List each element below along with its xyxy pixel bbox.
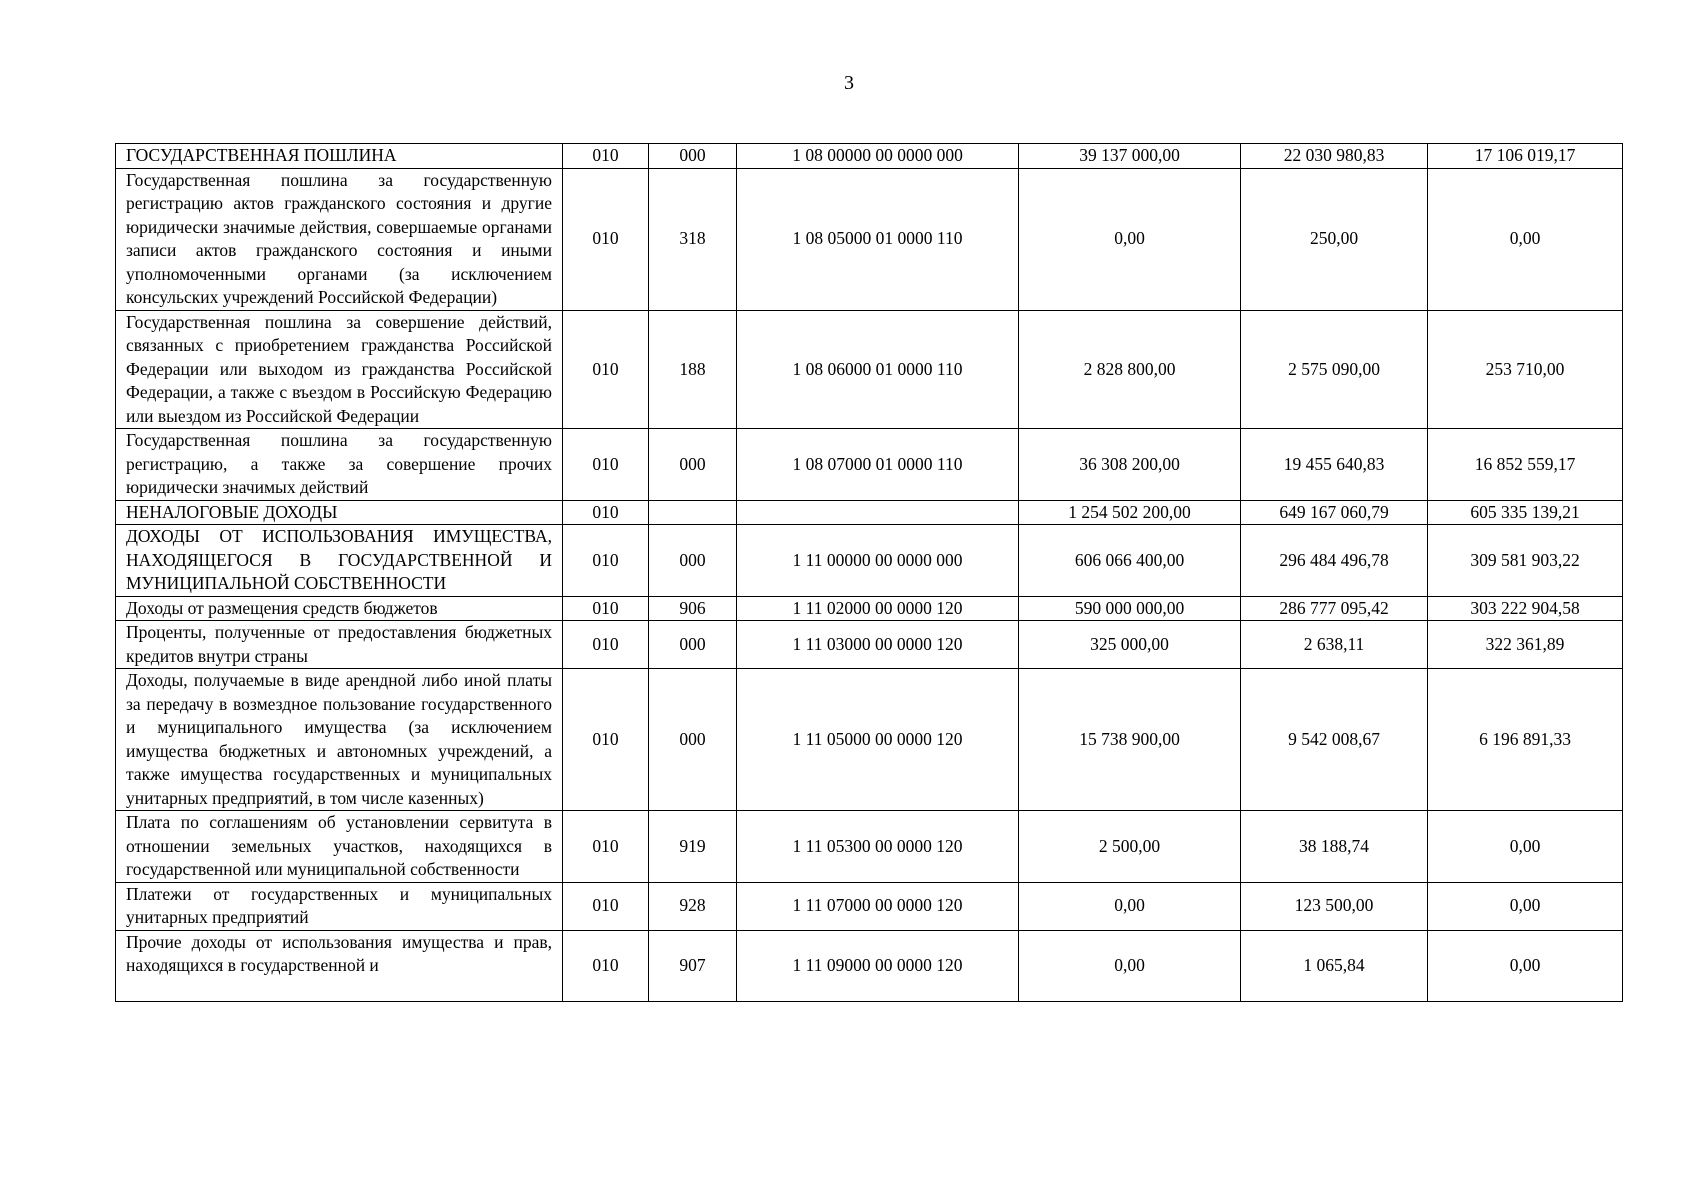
row-budget-code: 1 11 03000 00 0000 120 — [737, 621, 1019, 669]
row-name: Государственная пошлина за совершение действий, связанных с приобретением гражданства Российской Федерации или выходом из гражданства Российской Федерации, а также с въездом в Российскую Федерацию или выездом из Российской Федерации — [116, 310, 563, 429]
row-value-1: 0,00 — [1019, 930, 1241, 1001]
row-code-2: 919 — [649, 811, 737, 883]
row-value-3: 16 852 559,17 — [1428, 429, 1623, 501]
row-code-1: 010 — [563, 144, 649, 169]
row-code-2: 906 — [649, 596, 737, 621]
row-budget-code: 1 11 02000 00 0000 120 — [737, 596, 1019, 621]
row-name: Платежи от государственных и муниципальных унитарных предприятий — [116, 882, 563, 930]
row-code-2: 318 — [649, 168, 737, 310]
row-value-3: 0,00 — [1428, 930, 1623, 1001]
table-row — [116, 429, 1623, 501]
row-name: Государственная пошлина за государственную регистрацию, а также за совершение прочих юридически значимых действий — [116, 429, 563, 501]
row-value-1: 606 066 400,00 — [1019, 525, 1241, 597]
row-value-3: 0,00 — [1428, 168, 1623, 310]
row-code-2: 000 — [649, 144, 737, 169]
row-value-3: 303 222 904,58 — [1428, 596, 1623, 621]
row-code-1: 010 — [563, 811, 649, 883]
row-budget-code: 1 08 05000 01 0000 110 — [737, 168, 1019, 310]
table-row — [116, 525, 1623, 597]
row-value-1: 2 828 800,00 — [1019, 310, 1241, 429]
row-name: ДОХОДЫ ОТ ИСПОЛЬЗОВАНИЯ ИМУЩЕСТВА, НАХОДЯЩЕГОСЯ В ГОСУДАРСТВЕННОЙ И МУНИЦИПАЛЬНОЙ СОБСТВЕННОСТИ — [116, 525, 563, 597]
row-name: Прочие доходы от использования имущества и прав, находящихся в государственной и — [116, 930, 563, 1001]
row-value-1: 2 500,00 — [1019, 811, 1241, 883]
row-code-2: 907 — [649, 930, 737, 1001]
row-budget-code: 1 11 00000 00 0000 000 — [737, 525, 1019, 597]
row-code-1: 010 — [563, 500, 649, 525]
row-budget-code: 1 08 07000 01 0000 110 — [737, 429, 1019, 501]
row-code-1: 010 — [563, 525, 649, 597]
row-code-1: 010 — [563, 621, 649, 669]
table-row — [116, 930, 1623, 1001]
row-budget-code: 1 11 09000 00 0000 120 — [737, 930, 1019, 1001]
row-value-3: 253 710,00 — [1428, 310, 1623, 429]
row-value-3: 322 361,89 — [1428, 621, 1623, 669]
row-code-2: 188 — [649, 310, 737, 429]
row-value-1: 590 000 000,00 — [1019, 596, 1241, 621]
table-row — [116, 621, 1623, 669]
row-code-1: 010 — [563, 429, 649, 501]
row-value-2: 250,00 — [1241, 168, 1428, 310]
row-code-1: 010 — [563, 669, 649, 811]
row-value-3: 605 335 139,21 — [1428, 500, 1623, 525]
table-row — [116, 669, 1623, 811]
row-value-1: 39 137 000,00 — [1019, 144, 1241, 169]
page-number: 3 — [844, 72, 854, 94]
table-row — [116, 882, 1623, 930]
row-name: НЕНАЛОГОВЫЕ ДОХОДЫ — [116, 500, 563, 525]
table-row — [116, 500, 1623, 525]
table-row — [116, 811, 1623, 883]
row-budget-code: 1 11 07000 00 0000 120 — [737, 882, 1019, 930]
row-name: Доходы, получаемые в виде арендной либо иной платы за передачу в возмездное пользование государственного и муниципального имущества (за исключением имущества бюджетных и автономных учреждений, а также имущества государственных и муниципальных унитарных предприятий, в том числе казенных) — [116, 669, 563, 811]
row-code-2: 000 — [649, 621, 737, 669]
row-budget-code: 1 08 06000 01 0000 110 — [737, 310, 1019, 429]
row-value-3: 0,00 — [1428, 882, 1623, 930]
row-value-1: 1 254 502 200,00 — [1019, 500, 1241, 525]
row-code-2 — [649, 500, 737, 525]
row-name: Проценты, полученные от предоставления бюджетных кредитов внутри страны — [116, 621, 563, 669]
row-value-2: 2 638,11 — [1241, 621, 1428, 669]
row-value-1: 15 738 900,00 — [1019, 669, 1241, 811]
row-value-2: 38 188,74 — [1241, 811, 1428, 883]
row-name: Плата по соглашениям об установлении сервитута в отношении земельных участков, находящихся в государственной или муниципальной собственности — [116, 811, 563, 883]
row-code-1: 010 — [563, 168, 649, 310]
row-code-1: 010 — [563, 930, 649, 1001]
row-code-1: 010 — [563, 882, 649, 930]
table-row — [116, 596, 1623, 621]
row-value-1: 36 308 200,00 — [1019, 429, 1241, 501]
table-row — [116, 168, 1623, 310]
row-value-2: 649 167 060,79 — [1241, 500, 1428, 525]
row-budget-code: 1 08 00000 00 0000 000 — [737, 144, 1019, 169]
row-value-2: 296 484 496,78 — [1241, 525, 1428, 597]
row-name: Доходы от размещения средств бюджетов — [116, 596, 563, 621]
row-value-2: 123 500,00 — [1241, 882, 1428, 930]
row-budget-code — [737, 500, 1019, 525]
row-code-1: 010 — [563, 310, 649, 429]
table-row — [116, 310, 1623, 429]
table-row — [116, 144, 1623, 169]
row-value-2: 1 065,84 — [1241, 930, 1428, 1001]
row-value-2: 286 777 095,42 — [1241, 596, 1428, 621]
row-value-1: 325 000,00 — [1019, 621, 1241, 669]
row-budget-code: 1 11 05000 00 0000 120 — [737, 669, 1019, 811]
revenue-table — [115, 143, 1623, 1002]
row-value-3: 17 106 019,17 — [1428, 144, 1623, 169]
row-name: ГОСУДАРСТВЕННАЯ ПОШЛИНА — [116, 144, 563, 169]
row-code-2: 000 — [649, 669, 737, 811]
row-value-2: 9 542 008,67 — [1241, 669, 1428, 811]
row-value-2: 22 030 980,83 — [1241, 144, 1428, 169]
row-code-2: 000 — [649, 525, 737, 597]
row-code-2: 928 — [649, 882, 737, 930]
row-value-2: 2 575 090,00 — [1241, 310, 1428, 429]
row-code-2: 000 — [649, 429, 737, 501]
row-code-1: 010 — [563, 596, 649, 621]
row-value-3: 6 196 891,33 — [1428, 669, 1623, 811]
row-value-3: 0,00 — [1428, 811, 1623, 883]
row-value-1: 0,00 — [1019, 882, 1241, 930]
row-value-2: 19 455 640,83 — [1241, 429, 1428, 501]
row-name: Государственная пошлина за государственную регистрацию актов гражданского состояния и другие юридически значимые действия, совершаемые органами записи актов гражданского состояния и иными уполномоченными органами (за исключением консульских учреждений Российской Федерации) — [116, 168, 563, 310]
row-value-3: 309 581 903,22 — [1428, 525, 1623, 597]
row-value-1: 0,00 — [1019, 168, 1241, 310]
row-budget-code: 1 11 05300 00 0000 120 — [737, 811, 1019, 883]
